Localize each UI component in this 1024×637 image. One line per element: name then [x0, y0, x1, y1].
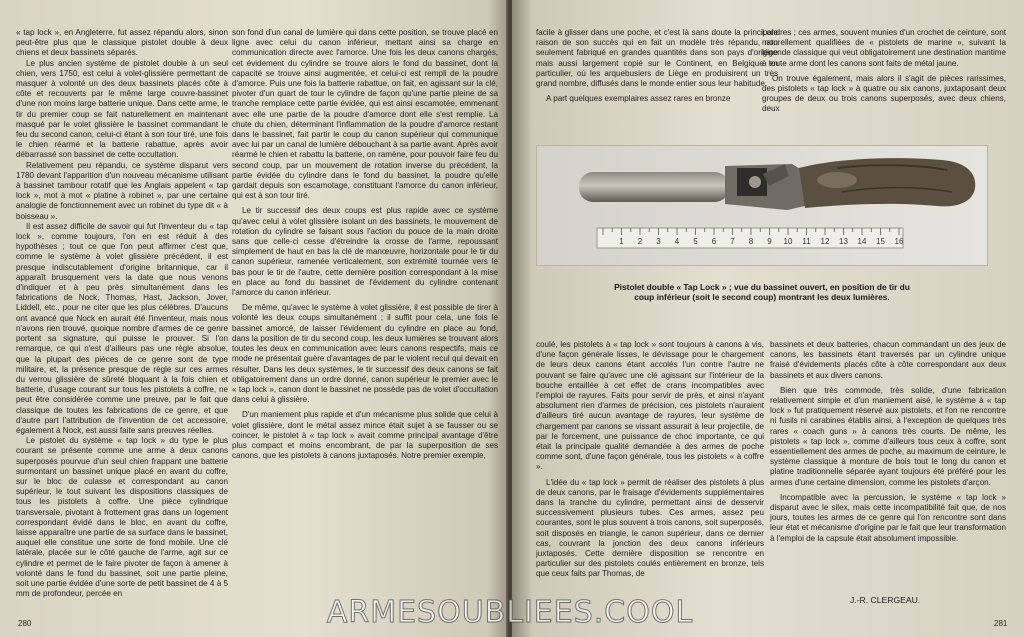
- watermark: ARMESOUBLIEES.COOL: [326, 595, 694, 630]
- left-column-2: [232, 28, 498, 608]
- paragraph: bassinets et deux batteries, chacun commandant un des jeux de canons, les bassinets étant traversés par un cylindre unique fraisé d'évidements placés côte à côte correspondant aux deux bassinets et aux divers canons.: [770, 340, 1006, 380]
- paragraph: D'un maniement plus rapide et d'un mécanisme plus solide que celui à volet glissière, dont le métal assez mince était sujet à se fausser ou se coincer, le pistolet à « tap lock » avait comme principal avantage d'être plus compact et moins encombrant, de par la superposition de ses canons, que les pistolets à canons juxtaposés. Notre premier exemple,: [232, 410, 498, 461]
- ruler-number: 6: [711, 237, 717, 246]
- ruler-number: 12: [820, 237, 830, 246]
- right-column-3: [536, 340, 764, 610]
- ruler-number: 14: [857, 237, 867, 246]
- ruler-number: 16: [894, 237, 904, 246]
- paragraph: L'idée du « tap lock » permit de réaliser des pistolets à plus de deux canons, par le fraisage d'évidements supplémentaires dans la tranche du cylindre, permettant ainsi de desservir successivement plusieurs tubes. Ces armes, assez peu courantes, sont le plus souvent à trois canons, soit superposés, soit disposés en triangle, le canon supérieur, dans ce dernier cas, couvrant la jonction des deux canons inférieurs juxtaposés. Cette dernière disposition se rencontre en particulier sur des pistolets coulés entièrement en bronze, tels que ceux faits par Thomas, de: [536, 477, 764, 579]
- paragraph: Le pistolet du système « tap lock » du type le plus courant se présente comme une arme à deux canons superposés pourvue d'un seul chien frappant une batterie surmontant un bassinet unique placé en avant du coffre, sur le bloc de culasse et correspondant au canon supérieur, le tout suivant les dispositions classiques de tous les pistolets à coffre. Une pièce cylindrique transversale, pivotant à frottement gras dans un logement correspondant évidé dans le bloc, en avant du coffre, laisse apparaître une partie de sa surface dans le bassinet, auquel elle constitue une sorte de fond mobile. Une clé latérale, placée sur le côté gauche de l'arme, agit sur ce cylindre et permet de le faire pivoter de façon à amener à volonté dans le fond du bassinet, soit une partie pleine, soit une partie évidée d'une sorte de petit bassinet de 4 à 5 mm de profondeur, percée en: [16, 436, 228, 598]
- paragraph: « tap lock », en Angleterre, fut assez répandu alors, sinon peut-être plus que le classique pistolet double à deux chiens et deux bassinets séparés.: [16, 28, 228, 58]
- photo-caption: Pistolet double « Tap Lock » ; vue du bassinet ouvert, en position de tir du coup inférieur (soit le second coup) montrant les deux lumières.: [614, 282, 910, 303]
- ruler-number: 11: [802, 237, 811, 246]
- paragraph: De même, qu'avec le système à volet glissière, il est possible de tirer à volonté les deux coups simultanément ; il suffit pour cela, une fois le bassinet amorcé, de laisser l'évidement du cylindre en place au fond, dans la position de tir du second coup, les deux lumières se trouvant alors toutes les deux en communication avec leurs canons respectifs, mais ce mode ne présentait guère d'avantages de par le violent recul qui devait en résulter. Dans les deux systèmes, le tir successif des deux canons se fait obligatoirement dans un ordre donné, canon supérieur le premier avec le « tap lock », canon dont le bassinet ne possède pas de volet d'occultation dans celui à glissière.: [232, 303, 498, 405]
- ruler-number: 1: [619, 237, 624, 246]
- tap-lock-pistol-image: [537, 146, 987, 265]
- ruler-number: 4: [674, 237, 680, 246]
- right-column-2: [762, 28, 1006, 138]
- author-signature: J.-R. CLERGEAU.: [850, 595, 921, 605]
- left-page: [0, 0, 508, 637]
- page-number-right: 281: [994, 619, 1008, 628]
- ruler-number: 3: [656, 237, 661, 246]
- ruler-number: 15: [876, 237, 885, 246]
- ruler: [597, 228, 904, 248]
- paragraph: Incompatible avec la percussion, le système « tap lock » disparut avec le silex, mais cette incompatibilité fait que, de nos jours, toutes les armes de ce genre qui l'on rencontre sont dans leur état et mécanisme d'origine par le fait que leur transformation à l'emploi de la capsule était absolument impossible.: [770, 492, 1006, 543]
- ruler-number: 8: [748, 237, 754, 246]
- page-number-left: 280: [18, 619, 32, 628]
- paragraph: Londres ; ces armes, souvent munies d'un crochet de ceinture, sont naturellement qualifiées de « pistolets de marine », suivant la légende classique qui veut obligatoirement une destination maritime à toute arme dont les canons sont faits de métal jaune.: [762, 28, 1006, 68]
- paragraph: coulé, les pistolets à « tap lock » sont toujours à canons à vis, d'une façon générale lisses, le dévissage pour le chargement de leurs deux canons étant accolés l'un contre l'autre ne pouvant se faire qu'avec une clé agissant sur l'intérieur de la bouche entaillée à cet effet de crans incompatibles avec l'emploi de rayures. Faits pour servir de près, et ainsi n'ayant absolument rien d'armes de précision, ces pistolets n'auraient d'ailleurs tiré aucun avantage de rayures, leur système de chargement par canons se vissant assurait à leur projectile, de par le forcement, une puissance de choc importante, ce qui était la principale qualité demandée à des armes de poche comme sont, d'une façon générale, tous les pistolets « à coffre ».: [536, 340, 764, 472]
- paragraph: A part quelques exemplaires assez rares en bronze: [546, 94, 731, 104]
- ruler-number: 13: [839, 237, 848, 246]
- paragraph: Il est assez difficile de savoir qui fut l'inventeur du « tap lock », comme toujours, l'on en est réduit à des hypothèses ; tout ce que l'on peut affirmer c'est que, comme le système à volet glissière précédent, il est presque indiscutablement d'origine britannique, car il apparaît brusquement vers la date que nous venons d'indiquer et à peu près simultanément dans les fabrications de Nock, Thomas, Hast, Jackson, Jover, Liddell, etc., pour ne citer que les plus célèbres. D'aucuns ont avancé que Nock en aurait été l'inventeur, mais nous n'avons rien trouvé, quoique nombre d'armes de ce genre portent sa signature, qui puisse le prouver. Si l'on remarque, ce qui n'est d'ailleurs pas une règle absolue, que la plupart des pièces de ce genre sont de type militaire, et, la présence presque de règle sur ces armes du verrou glissière de sûreté bloquant à la fois chien et batterie, d'usage courant sur tous les pistolets à coffre, ne peut être considérée comme une preuve, par le fait que classique de toutes les fabrications de ce genre, et que d'autre part l'attribution de l'invention de cet accessoire, également à Nock, est aussi faite sans preuves réelles.: [16, 221, 228, 435]
- pistol-photo: [536, 145, 988, 266]
- paragraph: Bien que très commode, très solide, d'une fabrication relativement simple et d'un maniement aisé, le système à « tap lock » fut pratiquement réservé aux pistolets, et l'on ne rencontre ni fusils ni carabines établis ainsi, à l'exception de quelques très rares « coach guns » à canons très courts. De même, les pistolets « tap lock », comme d'ailleurs tous ceux à coffre, sont essentiellement des armes de poche, au maximum de ceinture, le système classique à monture de bois tout le long du canon et platine traditionnelle séparée ayant toujours été préféré pour les armes d'une certaine dimension, comme les pistolets d'arçon.: [770, 385, 1006, 487]
- ruler-number: 2: [637, 237, 643, 246]
- paragraph: Le tir successif des deux coups est plus rapide avec ce système qu'avec celui à volet glissière isolant un des bassinets, le mouvement de rotation du cylindre se faisant sous l'action du pouce de la main droite sans que celle-ci cesse d'étreindre la crosse de l'arme, repoussant simplement de haut en bas la clé de manœuvre, horizontale pour le tir du canon supérieur, ramenée verticalement, son extrémité tournée vers le bas pour le tir de l'autre, cette dernière position correspondant à la mise en place au fond du bassinet de l'évidement du cylindre contenant l'amorce du canon inférieur.: [232, 206, 498, 298]
- right-column-4: [770, 340, 1006, 590]
- paragraph: Relativement peu répandu, ce système disparut vers 1780 devant l'apparition d'un nouveau mécanisme utilisant à bassinet tambour rotatif que les Anglais appelent « tap lock », mot à mot « platine à robinet », par une certaine analogie de fonctionnement avec un robinet du type dit « à boisseau ».: [16, 160, 228, 221]
- ruler-number: 7: [730, 237, 735, 246]
- ruler-number: 5: [693, 237, 698, 246]
- right-page: [512, 0, 1024, 637]
- paragraph: son fond d'un canal de lumière qui dans cette position, se trouve placé en ligne avec celui du canon inférieur, mettant ainsi sa charge en communication directe avec l'amorce. Une fois les deux canons chargés, cet évidement du cylindre se trouve alors le fond du bassinet, dont la capacité se trouve ainsi augmentée, et celui-ci est rempli de la poudre d'amorce. Puis une fois la batterie rabattue, on fait, en agissant sur la clé, pivoter d'un quart de tour le cylindre de façon qu'une partie pleine de sa tranche remplace cette partie évidée, qui est ainsi escamotée, emmenant avec elle une partie de la poudre d'amorce dont elle s'est remplie. La chute du chien, déterminant l'inflammation de la poudre d'amorce restant dans le bassinet, fait partir le coup du canon supérieur qui communique avec lui par un canal de lumière débouchant à sa partie avant. Après avoir réarmé le chien et rabattu la batterie, on ramène, pour pouvoir faire feu du second coup, par un mouvement de rotation inverse du précédent, la partie évidée du cylindre dans le fond du bassinet, la poudre qu'elle gardait depuis son escamotage, constituant l'amorce du canon inférieur, qui est à son tour tiré.: [232, 28, 498, 201]
- right-column-1: [536, 28, 778, 138]
- paragraph: Le plus ancien système de pistolet double à un seul chien, vers 1750, est celui à volet-glissière permettant de masquer à volonté un des deux bassinets placés côte à côte et recouverts par le même large couvre-bassinet d'une non moins large batterie unique. Dans cette arme, le tir du premier coup se fait naturellement en maintenant masqué par le volet glissière le bassinet commandant le feu du second canon, celui-ci étant à son tour tiré, une fois le chien réarmé et la batterie rabattue, après avoir débarrassé son bassinet de cette occultation.: [16, 58, 228, 160]
- paragraph: On trouve également, mais alors il s'agit de pièces rarissimes, des pistolets « tap lock » à quatre ou six canons, juxtaposant deux groupes de deux ou trois canons superposés, avec deux chiens, deux: [762, 73, 1006, 114]
- ruler-number: 10: [783, 237, 793, 246]
- barrel-shape: [579, 172, 729, 202]
- left-column-1: [16, 28, 228, 598]
- paragraph: facile à glisser dans une poche, et c'est là sans doute la principale raison de son succès qui en fait un modèle très répandu, non seulement fabriqué en grandes quantités dans son pays d'origine mais aussi largement copié sur le Continent, en Belgique en particulier, où les arquebusiers de Liège en produisirent un très grand nombre, diffusés dans le monde entier sous leur habitude.: [536, 28, 778, 89]
- ruler-number: 9: [767, 237, 772, 246]
